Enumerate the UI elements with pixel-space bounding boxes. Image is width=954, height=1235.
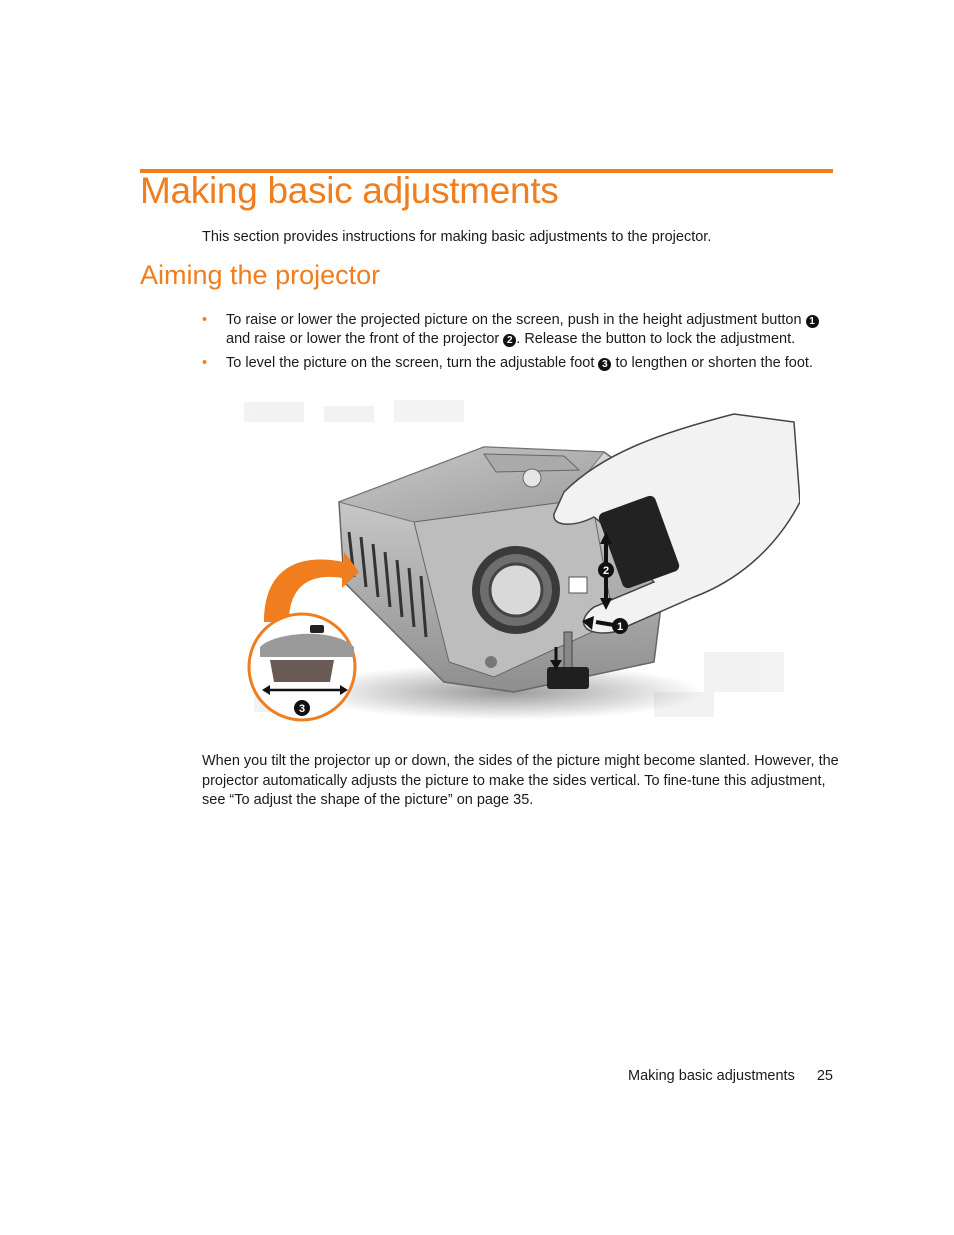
callout-3-label: 3 (298, 703, 306, 715)
callout-1-marker: 1 (806, 315, 819, 328)
projector-drawing (234, 392, 800, 730)
intro-text: This section provides instructions for making basic adjustments to the projector. (202, 229, 712, 245)
page-footer (628, 1068, 833, 1084)
list-item: • To level the picture on the screen, turn the adjustable foot 3 to lengthen or shorten the foot. (202, 355, 813, 371)
callout-3-marker: 3 (598, 358, 611, 371)
footer-section: Making basic adjustments (628, 1068, 795, 1084)
body-paragraph: When you tilt the projector up or down, the sides of the picture might become slanted. However, the projector automatically adjusts the picture to make the sides vertical. To fine-tune this adjustment, see “To adjust the shape of the picture” on page 35. (202, 753, 839, 808)
section-title: Aiming the projector (140, 260, 381, 290)
page-number: 25 (816, 1068, 833, 1084)
projector-illustration (234, 392, 800, 730)
list-item: • To raise or lower the projected picture on the screen, push in the height adjustment button 1 and raise or lower the front of the projector 2 . Release the button to lock the adjustment. (202, 311, 842, 349)
page-title: Making basic adjustments (140, 170, 559, 211)
bullet-dot: • (202, 312, 208, 328)
callout-2-marker: 2 (503, 334, 516, 347)
instruction-list (202, 311, 842, 378)
callout-2-label: 2 (602, 565, 610, 577)
bullet-dot: • (202, 355, 208, 371)
callout-1-label: 1 (616, 621, 624, 633)
